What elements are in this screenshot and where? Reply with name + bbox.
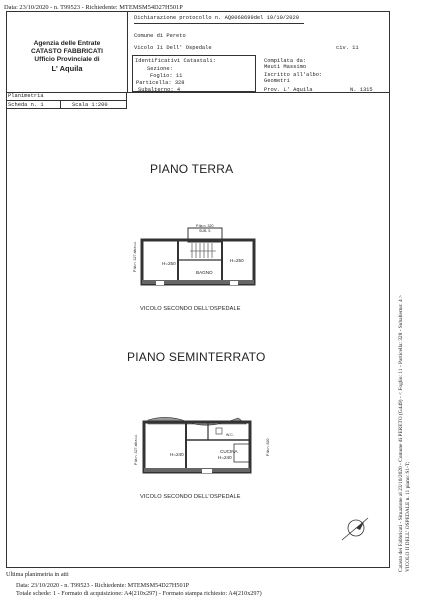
iscritto-value: Geometri bbox=[264, 78, 290, 84]
dichiarazione-underline bbox=[134, 23, 304, 24]
sem-plla-side: P.lla n. 327 altra u.i. bbox=[134, 433, 138, 465]
iscritto-label: Iscritto all'albo: bbox=[264, 72, 323, 78]
terra-plla-top: P.lla n. 320 bbox=[196, 224, 214, 228]
catasto-fabbricati: CATASTO FABBRICATI bbox=[30, 48, 104, 55]
planimetria-vdivider bbox=[60, 100, 61, 109]
terra-plla-side: P.lla n. 327 altra u.i. bbox=[133, 240, 137, 272]
piano-seminterrato-plan bbox=[128, 410, 278, 490]
identificativi-label: Identificativi Catastali: bbox=[135, 58, 216, 64]
terra-bagno: BAGNO bbox=[196, 270, 213, 275]
north-arrow-icon bbox=[338, 512, 372, 544]
piano-seminterrato-title: PIANO SEMINTERRATO bbox=[127, 350, 266, 364]
terra-h-right: H=250 bbox=[230, 258, 244, 263]
planimetria-label: Planimetria bbox=[8, 93, 44, 99]
sem-cucina: CUCINA bbox=[220, 449, 238, 454]
civico-text: civ. 11 bbox=[336, 45, 359, 51]
piano-terra-title: PIANO TERRA bbox=[150, 162, 234, 176]
terra-street: VICOLO SECONDO DELL'OSPEDALE bbox=[140, 306, 241, 312]
side-situazione-text bbox=[398, 295, 412, 572]
agency-block bbox=[10, 40, 124, 74]
side-line-2: VICOLO II DELL' OSPEDALE n. 11 piano: S1-T; bbox=[405, 461, 411, 572]
sezione-text: Sezione: bbox=[147, 66, 173, 72]
sem-wc: W.C. bbox=[226, 433, 234, 437]
subalterno-text: Subalterno: 4 bbox=[138, 87, 181, 93]
compilata-label: Compilata da: bbox=[264, 58, 307, 64]
foglio-text: Foglio: 11 bbox=[150, 73, 183, 79]
planimetria-divider bbox=[6, 100, 127, 101]
scala-label: Scala 1:200 bbox=[72, 102, 108, 108]
scheda-label: Scheda n. 1 bbox=[8, 102, 44, 108]
footer-ultima: Ultima planimetria in atti bbox=[6, 571, 69, 578]
indirizzo-text: Vicolo Ii Dell' Ospedale bbox=[134, 45, 212, 51]
numero-albo: N. 1315 bbox=[350, 87, 373, 93]
ufficio-provinciale: Ufficio Provinciale di bbox=[34, 56, 100, 63]
dichiarazione-text: Dichiarazione protocollo n. AQ0068699del 19/10/2020 bbox=[134, 15, 299, 21]
sem-street: VICOLO SECONDO DELL'OSPEDALE bbox=[140, 494, 241, 500]
particella-text: Particella: 328 bbox=[136, 80, 185, 86]
comune-text: Comune di Pereto bbox=[134, 33, 186, 39]
header-top-line: Data: 23/10/2020 - n. T99523 - Richiedente: MTEMSM54D27H501P bbox=[4, 4, 183, 11]
footer-formato: Totale schede: 1 - Formato di acquisizione: A4(210x297) - Formato stampa richiesto: A4(210x297) bbox=[16, 590, 262, 597]
agency-name: Agenzia delle Entrate bbox=[33, 40, 101, 47]
sem-h-cucina: H=240 bbox=[218, 455, 232, 460]
compilata-name: Meuti Massimo bbox=[264, 64, 307, 70]
sem-h-left: H=240 bbox=[170, 452, 184, 457]
provincia-text: Prov. L' Aquila bbox=[264, 87, 313, 93]
terra-sub: SUB. 5 bbox=[199, 229, 211, 233]
header-vertical-separator bbox=[127, 11, 128, 92]
sem-plla-right: P.lla n. 820 bbox=[266, 438, 270, 456]
footer-richiedente: Data: 23/10/2020 - n. T99523 - Richiedente: MTEMSM54D27H501P bbox=[16, 582, 190, 589]
side-line-1: Catasto dei Fabbricati - Situazione al 23/10/2020 - Comune di PERETO (G449) - < Foglio: 11 - Particella: 328 - Subalterno: 4 > bbox=[398, 294, 404, 572]
agency-city: L' Aquila bbox=[51, 64, 83, 73]
terra-h-left: H=250 bbox=[162, 261, 176, 266]
